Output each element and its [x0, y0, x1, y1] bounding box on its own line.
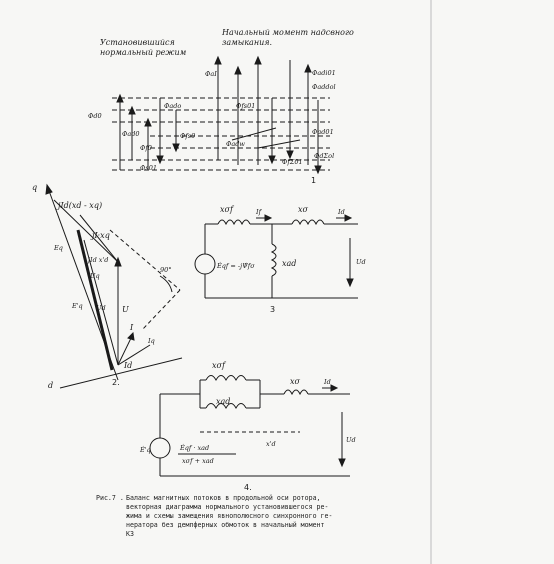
label-id-3: Id	[338, 208, 345, 216]
label-angle-90: 90°	[160, 266, 172, 274]
figure-1-number: 1	[311, 176, 317, 185]
label-xad-4: xad	[216, 397, 231, 406]
figure-2-vector-diagram	[32, 183, 182, 390]
source-eqf	[195, 254, 215, 274]
label-id: Id	[124, 361, 133, 370]
label-xad-3: xad	[282, 259, 297, 268]
label-ud: Ud	[96, 304, 106, 312]
label-phi-s0: Фs01	[140, 164, 158, 172]
label-phi-adi01: Фadi01	[312, 69, 336, 77]
label-phi-d-sigma-ol: ФdΣol	[314, 152, 335, 160]
label-formula-numerator: Ėqf · xad	[180, 444, 210, 452]
label-if: If	[256, 208, 261, 216]
label-iq: Iq	[148, 337, 155, 345]
label-xs-4: xσ	[290, 377, 300, 386]
label-phi-d0: Фd0	[88, 112, 102, 120]
label-phi-ad-d01: Фad01	[312, 128, 334, 136]
d-axis	[60, 358, 182, 388]
label-i: I	[130, 323, 134, 332]
label-phi-adw: Фadw	[226, 140, 245, 148]
heading-steady-state-line1: Установившийся	[100, 38, 175, 47]
caption-line-3: жима и схемы замещения явнополюсного синхронного ге-	[126, 512, 333, 520]
label-formula-denominator: xσf + xad	[182, 457, 214, 465]
label-xsf-4: xσf	[212, 361, 225, 370]
heading-initial-moment-line2: замыкания.	[222, 38, 273, 47]
label-phi-f0: Фf0	[140, 144, 152, 152]
figure-3-equivalent-circuit	[195, 205, 366, 314]
label-ud-3: Ud	[356, 258, 366, 266]
heading-initial-moment-line1: Начальный момент надсвного	[222, 28, 354, 37]
label-jid-xd-xq: jId(xd - xq)	[58, 201, 103, 210]
label-e-q-prime: E'q	[72, 302, 83, 310]
label-phi-ad-sol: Фaddol	[312, 83, 336, 91]
figure-4-number: 4.	[244, 483, 252, 492]
caption-text-1: Баланс магнитных потоков в продольной оси ротора,	[126, 494, 321, 502]
label-phi-ai: ФaI	[205, 70, 217, 78]
label-phi-fs0: Фfs0	[180, 132, 196, 140]
label-x-d-prime: x'd	[266, 440, 276, 448]
inductor-xsf-4	[206, 376, 246, 381]
figure-3-number: 3	[270, 305, 276, 314]
inductor-xs-4	[284, 390, 308, 394]
label-u: U	[122, 305, 129, 314]
label-phi-ado: Фado	[164, 102, 182, 110]
label-xs-3: xσ	[298, 205, 308, 214]
figure-4-equivalent-circuit	[139, 361, 356, 492]
inductor-xs	[292, 220, 324, 224]
figure-2-number: 2.	[112, 378, 120, 387]
figure-1-flux-balance	[88, 28, 354, 185]
heading-steady-state-line2: нормальный режим	[100, 48, 187, 57]
caption-line-2: векторная диаграмма нормального установившегося ре-	[126, 503, 329, 511]
label-q: q	[32, 183, 38, 192]
label-jix-q: jI·xq	[92, 231, 110, 240]
label-e-q-prime-4: Ė'q	[140, 446, 151, 454]
label-phi-f-sigma-01: ФfΣ01	[282, 158, 303, 166]
inductor-xad	[272, 244, 276, 276]
inductor-xsf	[218, 220, 250, 224]
label-uq: Uq	[90, 272, 100, 280]
label-d: d	[48, 381, 54, 390]
caption-line-5: КЗ	[126, 530, 134, 538]
label-phi-ad0: Фad0	[122, 130, 140, 138]
label-ud-4: Ud	[346, 436, 356, 444]
label-source-eqf: Ėqf = -jΨ̇fσ	[217, 262, 255, 270]
caption-line-4: нератора без демпферных обмоток в начальный момент	[126, 521, 325, 529]
label-jid-x-d: jId x'd	[88, 256, 109, 264]
label-xsf-3: xσf	[220, 205, 233, 214]
label-id-4: Id	[324, 378, 331, 386]
source-e-q-prime	[150, 438, 170, 458]
caption-line-1	[96, 494, 396, 503]
label-eq: Eq	[54, 244, 63, 252]
caption-label: Рис.7 .	[96, 494, 124, 502]
figure-caption	[96, 494, 396, 539]
label-phi-fs01: Фfs01	[236, 102, 256, 110]
